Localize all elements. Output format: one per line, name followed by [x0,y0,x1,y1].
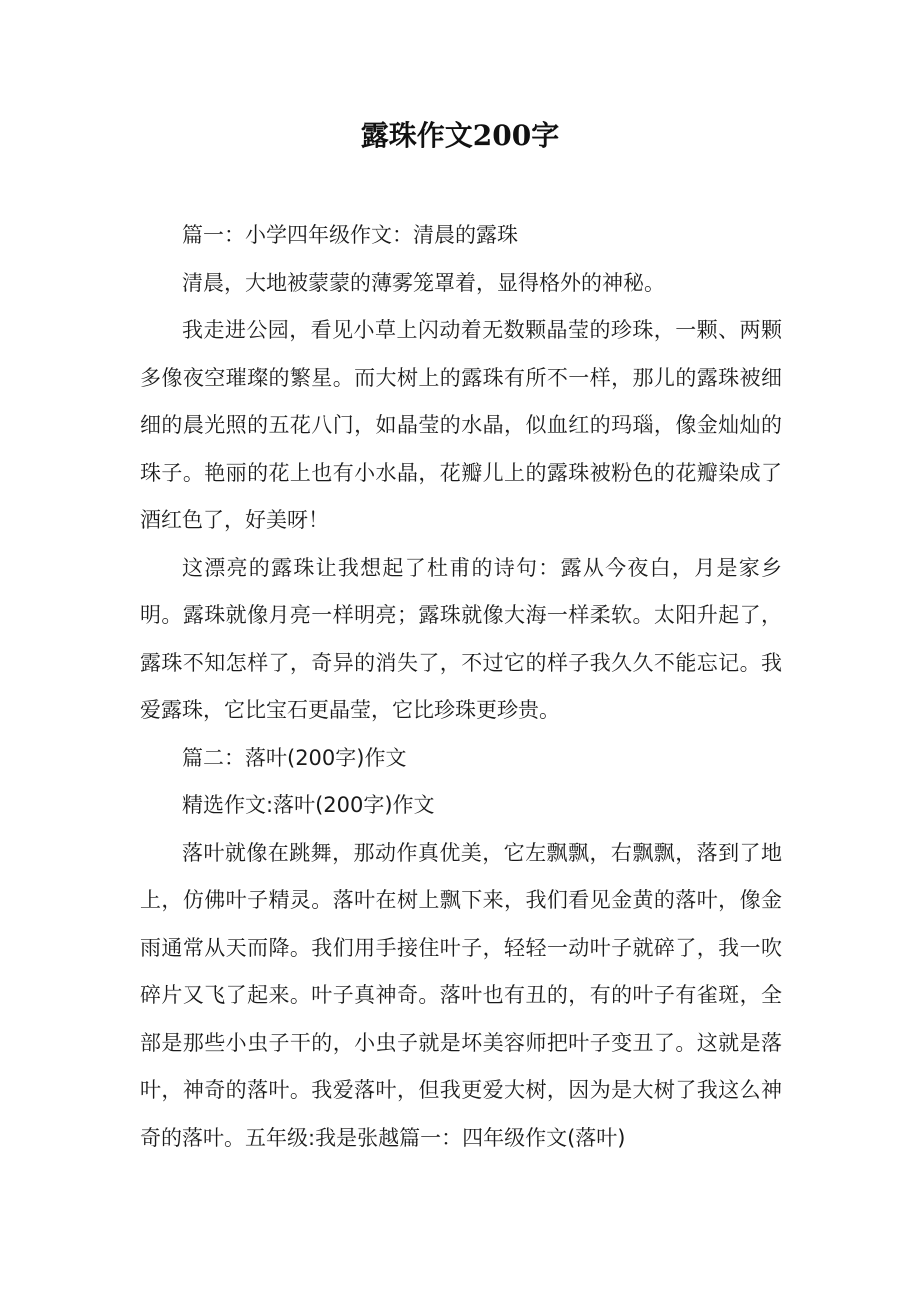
paragraph-6: 精选作文:落叶(200字)作文 [182,793,435,817]
paragraph-1-heading: 篇一：小学四年级作文：清晨的露珠 [182,223,518,247]
paragraph-5-heading: 篇二：落叶(200字)作文 [182,745,407,770]
document-title: 露珠作文200字 [360,119,560,152]
paragraph-2: 清晨，大地被蒙蒙的薄雾笼罩着，显得格外的神秘。 [182,270,665,295]
paragraph-7: 落叶就像在跳舞，那动作真优美，它左飘飘，右飘飘，落到了地上，仿佛叶子精灵。落叶在树上飘下来，我们看见金黄的落叶，像金雨通常从天而降。我们用手接住叶子，轻轻一动叶子就碎了，我一吹碎片又飞了起来。叶子真神奇。落叶也有丑的，有的叶子有雀斑，全部是那些小虫子干的，小虫子就是坏美容师把叶子变丑了。这就是落叶，神奇的落叶。我爱落叶，但我更爱大树，因为是大树了我这么神奇的落叶。五年级:我是张越篇一：四年级作文(落叶) [140,840,782,1150]
document-body [140,212,782,1162]
paragraph-3: 我走进公园，看见小草上闪动着无数颗晶莹的珍珠，一颗、两颗多像夜空璀璨的繁星。而大树上的露珠有所不一样，那儿的露珠被细细的晨光照的五花八门，如晶莹的水晶，似血红的玛瑙，像金灿灿的珠子。艳丽的花上也有小水晶，花瓣儿上的露珠被粉色的花瓣染成了酒红色了，好美呀！ [140,318,782,532]
paragraph-4: 这漂亮的露珠让我想起了杜甫的诗句：露从今夜白，月是家乡明。露珠就像月亮一样明亮；露珠就像大海一样柔软。太阳升起了，露珠不知怎样了，奇异的消失了，不过它的样子我久久不能忘记。我爱露珠，它比宝石更晶莹，它比珍珠更珍贵。 [140,555,782,722]
